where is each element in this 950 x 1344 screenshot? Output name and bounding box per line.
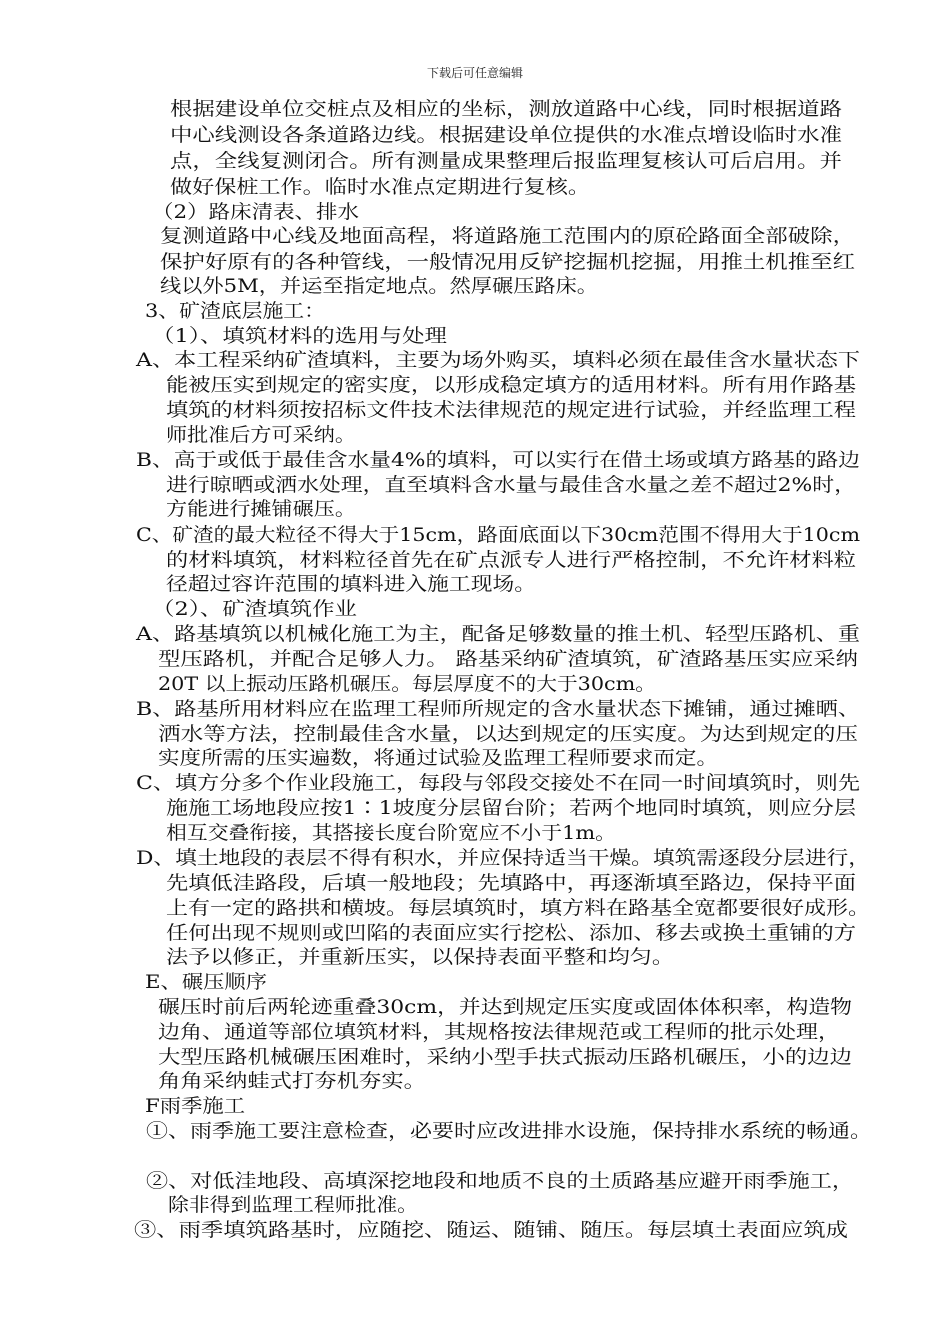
text-line: 能被压实到规定的密实度，以形成稳定填方的适用材料。所有用作路基 bbox=[166, 374, 856, 396]
section-heading: F雨季施工 bbox=[145, 1095, 245, 1117]
text-line: 师批准后方可采纳。 bbox=[166, 424, 356, 446]
text-line: 型压路机，并配合足够人力。 路基采纳矿渣填筑，矿渣路基压实应采纳 bbox=[158, 648, 858, 670]
section-heading: 3、矿渣底层施工： bbox=[145, 300, 325, 322]
text-line: 线以外5M，并运至指定地点。然厚碾压路床。 bbox=[160, 275, 598, 297]
text-line: C、矿渣的最大粒径不得大于15cm，路面底面以下30cm范围不得用大于10cm bbox=[136, 524, 860, 546]
text-line: A、路基填筑以机械化施工为主，配备足够数量的推土机、轻型压路机、重 bbox=[136, 623, 860, 645]
text-line: 20T 以上振动压路机碾压。每层厚度不的大于30cm。 bbox=[158, 673, 656, 695]
text-line: 做好保桩工作。临时水准点定期进行复核。 bbox=[170, 176, 590, 198]
text-line: 实度所需的压实遍数，将通过试验及监理工程师要求而定。 bbox=[158, 747, 718, 769]
text-line: 洒水等方法，控制最佳含水量，以达到规定的压实度。为达到规定的压 bbox=[158, 723, 858, 745]
text-line: 除非得到监理工程师批准。 bbox=[168, 1194, 418, 1216]
section-heading: （2）、矿渣填筑作业 bbox=[152, 598, 357, 620]
text-line: 径超过容许范围的填料进入施工现场。 bbox=[166, 573, 536, 595]
text-line: 大型压路机械碾压困难时，采纳小型手扶式振动压路机碾压，小的边边 bbox=[158, 1046, 852, 1068]
text-line: C、填方分多个作业段施工，每段与邻段交接处不在同一时间填筑时，则先 bbox=[136, 772, 860, 794]
section-heading: E、碾压顺序 bbox=[145, 971, 267, 993]
text-line: 边角、通道等部位填筑材料，其规格按法律规范或工程师的批示处理， bbox=[158, 1021, 840, 1043]
text-line: 相互交叠衔接，其搭接长度台阶宽应不小于1m。 bbox=[166, 822, 616, 844]
section-heading: （2）路床清表、排水 bbox=[152, 201, 359, 223]
text-line: 的材料填筑，材料粒径首先在矿点派专人进行严格控制，不允许材料粒 bbox=[166, 549, 856, 571]
text-line: 根据建设单位交桩点及相应的坐标，测放道路中心线，同时根据道路 bbox=[170, 98, 842, 120]
text-line: 复测道路中心线及地面高程，将道路施工范围内的原砼路面全部破除， bbox=[160, 225, 855, 247]
page-header: 下载后可任意编辑 bbox=[426, 66, 523, 80]
text-line: ①、雨季施工要注意检查，必要时应改进排水设施，保持排水系统的畅通。 bbox=[146, 1120, 872, 1142]
text-line: 上有一定的路拱和横坡。每层填筑时，填方料在路基全宽都要很好成形。 bbox=[166, 897, 870, 919]
text-line: 施施工场地段应按1∶1坡度分层留台阶；若两个地同时填筑，则应分层 bbox=[166, 797, 856, 819]
text-line: D、填土地段的表层不得有积水，并应保持适当干燥。填筑需逐段分层进行， bbox=[136, 847, 871, 869]
section-heading: （1）、填筑材料的选用与处理 bbox=[152, 325, 447, 347]
text-line: B、高于或低于最佳含水量4%的填料，可以实行在借土场或填方路基的路边 bbox=[136, 449, 860, 471]
text-line: 点，全线复测闭合。所有测量成果整理后报监理复核认可后启用。并 bbox=[170, 150, 842, 172]
text-line: B、路基所用材料应在监理工程师所规定的含水量状态下摊铺，通过摊晒、 bbox=[136, 698, 860, 720]
text-line: 角角采纳蛙式打夯机夯实。 bbox=[158, 1070, 426, 1092]
text-line: 先填低洼路段，后填一般地段；先填路中，再逐渐填至路边，保持平面 bbox=[166, 872, 856, 894]
text-line: 法予以修正，并重新压实，以保持表面平整和均匀。 bbox=[166, 946, 674, 968]
text-line: 中心线测设各条道路边线。根据建设单位提供的水准点增设临时水准 bbox=[170, 124, 842, 146]
text-line: ③、雨季填筑路基时，应随挖、随运、随铺、随压。每层填土表面应筑成 bbox=[134, 1219, 848, 1241]
text-line: 碾压时前后两轮迹重叠30cm，并达到规定压实度或固体体积率，构造物 bbox=[158, 996, 852, 1018]
text-line: 方能进行摊铺碾压。 bbox=[166, 498, 356, 520]
text-line: A、本工程采纳矿渣填料，主要为场外购买，填料必须在最佳含水量状态下 bbox=[136, 349, 860, 371]
text-line: 任何出现不规则或凹陷的表面应实行挖松、添加、移去或换土重铺的方 bbox=[166, 922, 856, 944]
text-line: 保护好原有的各种管线，一般情况用反铲挖掘机挖掘，用推土机推至红 bbox=[160, 251, 855, 273]
text-line: 填筑的材料须按招标文件技术法律规范的规定进行试验，并经监理工程 bbox=[166, 399, 856, 421]
text-line: ②、对低洼地段、高填深挖地段和地质不良的土质路基应避开雨季施工， bbox=[146, 1170, 854, 1192]
text-line: 进行晾晒或洒水处理，直至填料含水量与最佳含水量之差不超过2%时， bbox=[166, 474, 856, 496]
